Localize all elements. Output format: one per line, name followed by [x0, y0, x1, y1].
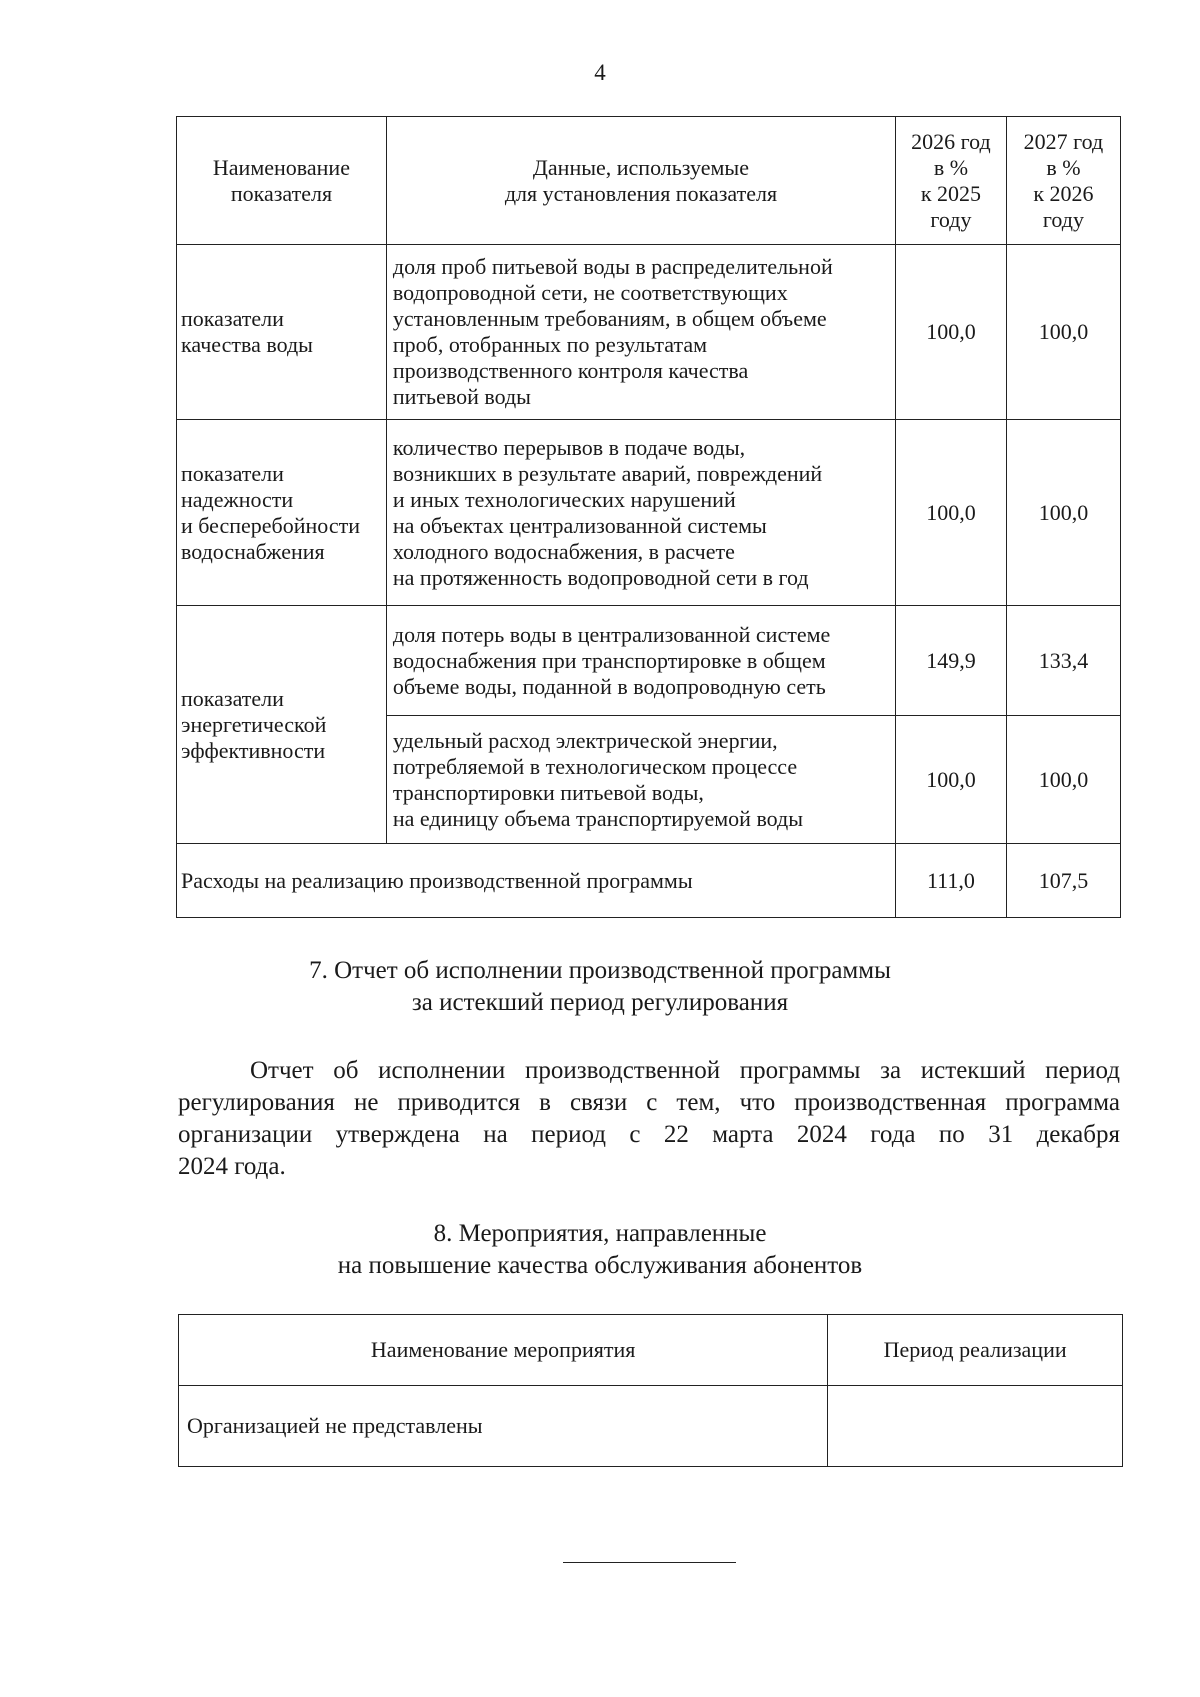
measures-table [178, 1314, 1123, 1467]
header-indicator-name: Наименование показателя [177, 117, 387, 245]
row-value-2026: 149,9 [896, 606, 1007, 716]
row-value-2026: 100,0 [896, 420, 1007, 606]
table-row [177, 420, 1121, 606]
page-number: 4 [594, 60, 606, 85]
end-rule [563, 1562, 736, 1563]
row-value-2027: 100,0 [1006, 716, 1120, 844]
section-8-title: 8. Мероприятия, направленные на повышение качества обслуживания абонентов [337, 1220, 863, 1279]
header-data: Данные, используемые для установления показателя [386, 117, 895, 245]
row-value-2026: 100,0 [896, 716, 1007, 844]
table-row [177, 245, 1121, 420]
indicators-table-header [177, 117, 1121, 245]
row-value-2027: 100,0 [1006, 420, 1120, 606]
header-period: Период реализации [828, 1315, 1123, 1386]
total-value-2026: 111,0 [896, 844, 1007, 918]
row-indicator-name: показатели энергетической эффективности [177, 606, 387, 844]
measure-name: Организацией не представлены [179, 1386, 828, 1467]
table-row [179, 1386, 1123, 1467]
row-value-2027: 100,0 [1006, 245, 1120, 420]
row-indicator-data: удельный расход электрической энергии, потребляемой в технологическом процессе транспортировки питьевой воды, на единицу объема транспортируемой воды [386, 716, 895, 844]
measures-table-header [179, 1315, 1123, 1386]
row-indicator-name: показатели качества воды [177, 245, 387, 420]
header-2026: 2026 год в % к 2025 году [896, 117, 1007, 245]
total-label: Расходы на реализацию производственной программы [177, 844, 896, 918]
total-value-2027: 107,5 [1006, 844, 1120, 918]
header-2027: 2027 год в % к 2026 году [1006, 117, 1120, 245]
row-value-2027: 133,4 [1006, 606, 1120, 716]
row-indicator-data: количество перерывов в подаче воды, возникших в результате аварий, повреждений и иных технологических нарушений на объектах централизованной системы холодного водоснабжения, в расчете на протяженность водопроводной сети в год [386, 420, 895, 606]
table-row [177, 606, 1121, 716]
header-measure-name: Наименование мероприятия [179, 1315, 828, 1386]
indicators-table [176, 116, 1121, 918]
row-value-2026: 100,0 [896, 245, 1007, 420]
row-indicator-data: доля проб питьевой воды в распределительной водопроводной сети, не соответствующих установленным требованиям, в общем объеме проб, отобранных по результатам производственного контроля качества питьевой воды [386, 245, 895, 420]
section-7-paragraph: Отчет об исполнении производственной программы за истекший период регулирования не приводится в связи с тем, что производственная программа организации утверждена на период с 22 марта 2024 года по 31 декабря 2024 года. [178, 1057, 1120, 1180]
total-row [177, 844, 1121, 918]
row-indicator-name: показатели надежности и бесперебойности водоснабжения [177, 420, 387, 606]
row-indicator-data: доля потерь воды в централизованной системе водоснабжения при транспортировке в общем объеме воды, поданной в водопроводную сеть [386, 606, 895, 716]
measure-period [828, 1386, 1123, 1467]
section-7-title: 7. Отчет об исполнении производственной программы за истекший период регулирования [309, 957, 891, 1016]
